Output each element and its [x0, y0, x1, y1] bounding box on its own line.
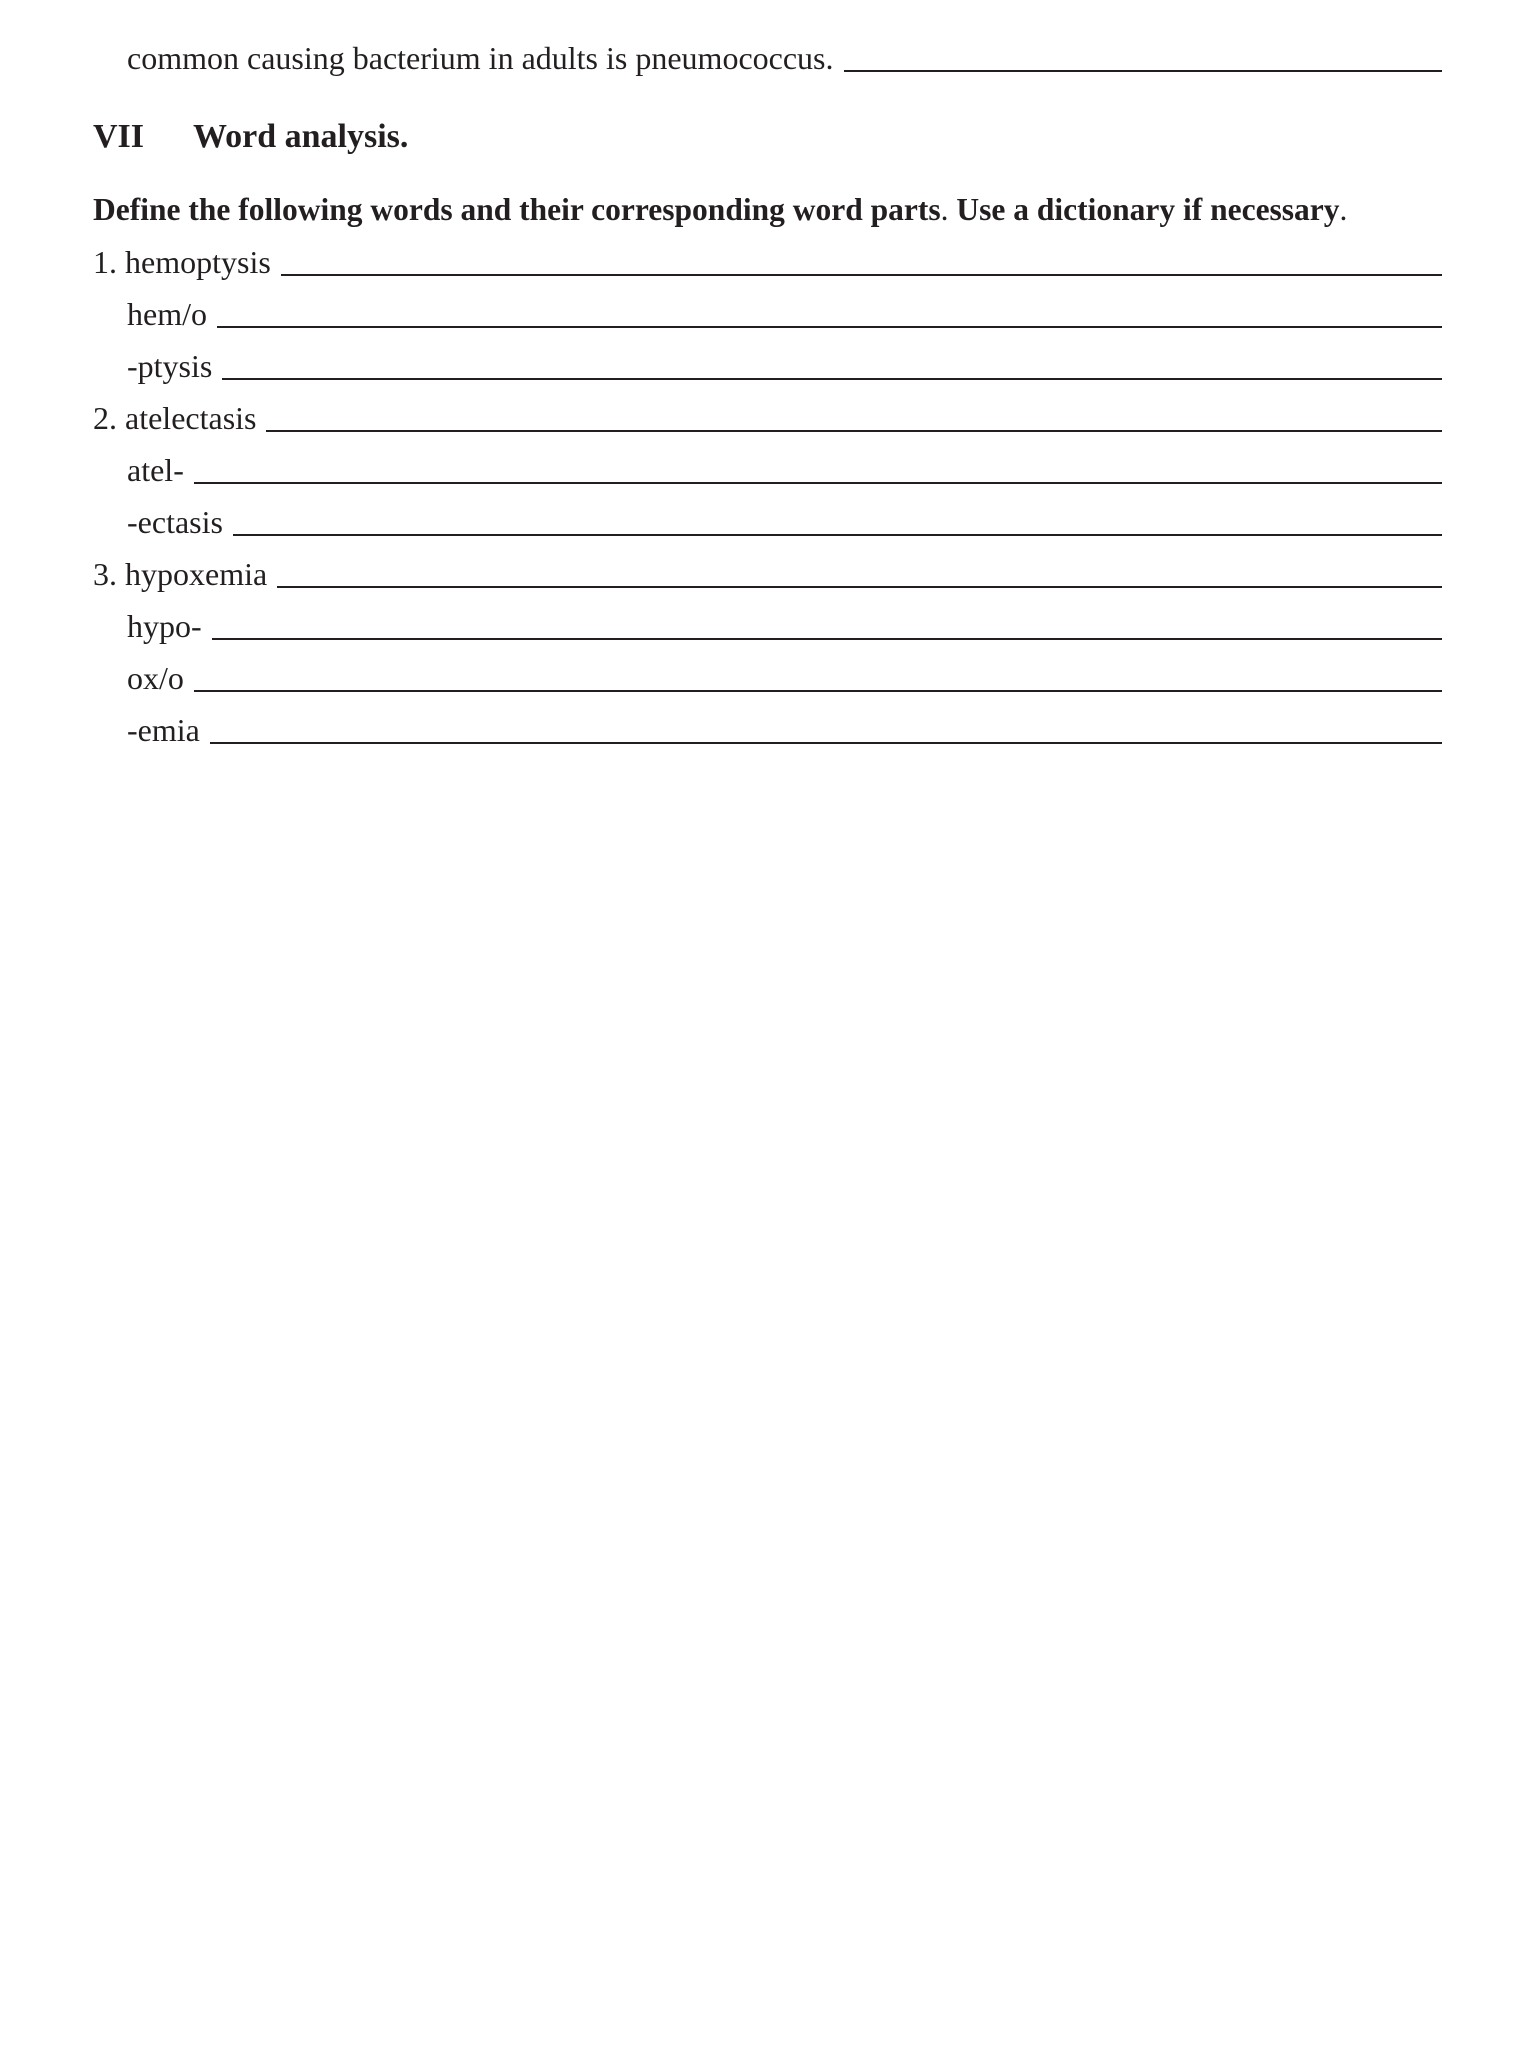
- word-part-item: [127, 658, 1442, 698]
- instructions-part1: Define the following words and their corresponding word parts: [93, 192, 941, 227]
- word-label: 3. hypoxemia: [93, 556, 268, 592]
- answer-line[interactable]: [233, 534, 1442, 536]
- answer-line[interactable]: [844, 70, 1443, 72]
- word-part-label: hem/o: [127, 296, 207, 332]
- word-item: [93, 242, 1442, 282]
- word-part-item: [127, 606, 1442, 646]
- answer-line[interactable]: [281, 274, 1442, 276]
- instructions-period: .: [1339, 192, 1348, 227]
- instructions-period: .: [940, 192, 949, 227]
- word-part-label: atel-: [127, 452, 184, 488]
- word-part-label: ox/o: [127, 660, 184, 696]
- word-part-item: [127, 346, 1442, 386]
- question-continuation: [127, 38, 1442, 78]
- answer-line[interactable]: [266, 430, 1442, 432]
- word-label: 1. hemoptysis: [93, 244, 271, 280]
- instructions-part2: Use a dictionary if necessary: [948, 192, 1340, 227]
- answer-line[interactable]: [222, 378, 1442, 380]
- section-number: VII: [93, 118, 145, 155]
- answer-line[interactable]: [194, 690, 1442, 692]
- answer-line[interactable]: [217, 326, 1442, 328]
- word-part-label: -ectasis: [127, 504, 223, 540]
- word-label: 2. atelectasis: [93, 400, 257, 436]
- word-part-label: -emia: [127, 712, 200, 748]
- word-part-label: hypo-: [127, 608, 202, 644]
- section-heading: [93, 117, 408, 157]
- word-item: [93, 554, 1442, 594]
- word-part-item: [127, 450, 1442, 490]
- answer-line[interactable]: [277, 586, 1442, 588]
- section-title: Word analysis.: [193, 118, 409, 155]
- word-part-label: -ptysis: [127, 348, 213, 384]
- instructions: [93, 190, 1347, 230]
- answer-line[interactable]: [212, 638, 1442, 640]
- question-text: common causing bacterium in adults is pneumococcus.: [127, 40, 834, 76]
- word-part-item: [127, 710, 1442, 750]
- word-part-item: [127, 502, 1442, 542]
- answer-line[interactable]: [210, 742, 1442, 744]
- answer-line[interactable]: [194, 482, 1442, 484]
- word-item: [93, 398, 1442, 438]
- word-part-item: [127, 294, 1442, 334]
